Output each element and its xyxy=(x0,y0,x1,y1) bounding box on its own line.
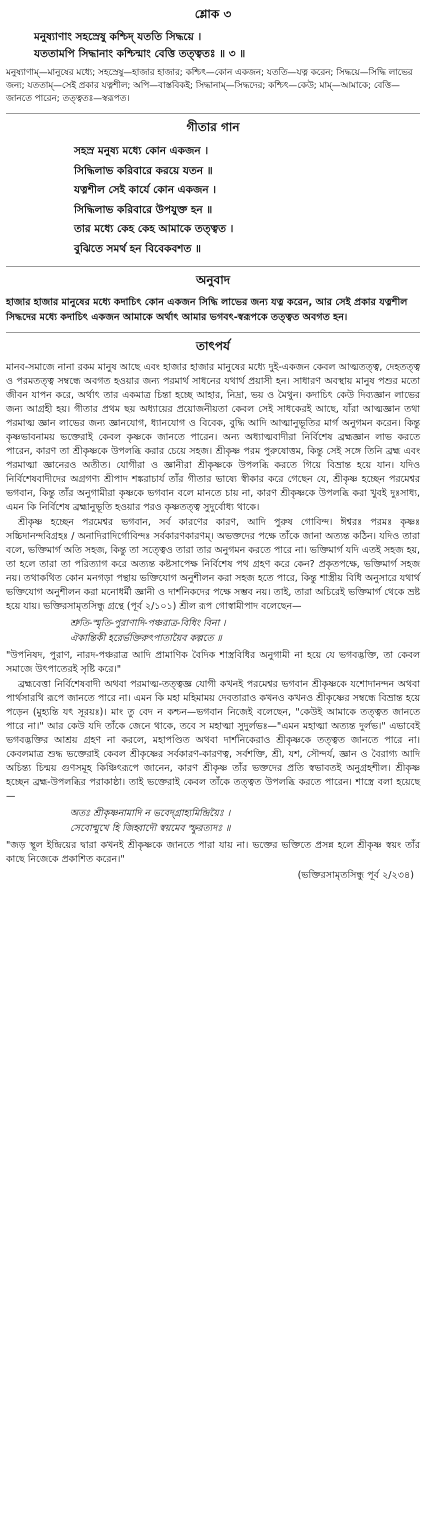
song-title: গীতার গান xyxy=(186,120,240,134)
translation-text: হাজার হাজার মানুষের মধ্যে কদাচিৎ কোন একজন সিদ্ধি লাভের জন্য যত্ন করেন, আর সেই প্রকার যত্নশীল সিদ্ধদের মধ্যে কদাচিৎ একজন আমাকে অর্থাৎ আমার ভগবৎ-স্বরূপকে তত্ত্বত অবগত হন। xyxy=(6,297,408,323)
song-line: সিদ্ধিলাভ করিবারে করয়ে যতন ॥ xyxy=(74,164,213,177)
quote-translation: "উপনিষদ, পুরাণ, নারদ-পঞ্চরাত্র আদি প্রামাণিক বৈদিক শাস্ত্রবিধির অনুগামী না হয়ে যে ভগবদ্ভক্তি, তা কেবল সমাজে উৎপাতেরই সৃষ্টি করে।" xyxy=(6,650,420,675)
sanskrit-quote xyxy=(6,807,420,836)
verse-number: শ্লোক ৩ xyxy=(194,7,232,21)
song-line: বুঝিতে সমর্থ হন বিবেকবশত ॥ xyxy=(74,242,201,255)
divider xyxy=(6,113,420,114)
quote-line: শ্রুতি-স্মৃতি-পুরাণাদি-পঞ্চরাত্র-বিধিং বিনা । xyxy=(70,618,226,629)
synonyms: মনুষ্যাণাম্—মানুষের মধ্যে; সহস্রেষু—হাজার হাজার; কশ্চিৎ—কোন একজন; যততি—যত্ন করেন; সিদ্ধয়ে—সিদ্ধি লাভের জন্য; যততাম্—সেই প্রকার যত্নশীল; অপি—বাস্তবিকই; সিদ্ধানাম্—সিদ্ধদের; কশ্চিৎ—কেউ; মাম্—আমাকে; বেত্তি—জানতে পারেন; তত্ত্বতঃ—স্বরূপত। xyxy=(6,68,413,104)
song-line: সিদ্ধিলাভ করিবারে উপযুক্ত হন ॥ xyxy=(74,203,213,216)
song-line: তার মধ্যে কেহ কেহ আমাকে তত্ত্বত । xyxy=(74,223,234,235)
purport-paragraph: শ্রীকৃষ্ণ হচ্ছেন পরমেশ্বর ভগবান, সর্ব কারণের কারণ, আদি পুরুষ গোবিন্দ। ঈশ্বরঃ পরমঃ কৃষ্ণঃ সচ্চিদানন্দবিগ্রহঃ / অনাদিরাদির্গোবিন্দঃ সর্বকারণকারণম্। অভক্তদের পক্ষে তাঁকে জানা অত্যন্ত কঠিন। যদিও তারা বলে, ভক্তিমার্গ অতি সহজ, কিন্তু তা সত্ত্বেও তারা তার অনুগমন করতে পারে না। ভক্তিমার্গ যদি এতই সহজ হয়, তা হলে তারা তা পরিত্যাগ করে অত্যন্ত কষ্টসাপেক্ষ নির্বিশেষ পথ গ্রহণ করে কেন? প্রকৃতপক্ষে, ভক্তিমার্গ সহজ নয়। তথাকথিত কোন মনগড়া পন্থায় ভক্তিযোগ অনুশীলন করা সহজ হতে পারে, কিন্তু শাস্ত্রীয় বিধি অনুসারে যথার্থ ভক্তিযোগ অনুশীলন করা মনোধর্মী জ্ঞানী ও দার্শনিকদের পক্ষে সম্ভব নয়। তাই, তারা অচিরেই ভক্তিমার্গ থেকে ভ্রষ্ট হয়ে যায়। ভক্তিরসামৃতসিন্ধু গ্রন্থে (পূর্ব ২/১০১) শ্রীল রূপ গোস্বামীপাদ বলেছেন— xyxy=(6,517,420,612)
purport-paragraph: ব্রহ্মবেত্তা নির্বিশেষবাদী অথবা পরমাত্ম-তত্ত্বজ্ঞ যোগী কখনই পরমেশ্বর ভগবান শ্রীকৃষ্ণকে যশোদানন্দন অথবা পার্থসারথি রূপে জানতে পারে না। এমন কি মহা মহিমাময় দেবতারাও কখনও কখনও শ্রীকৃষ্ণের সম্বন্ধে বিভ্রান্ত হয়ে পড়েন (মুহ্যন্তি যৎ সূরয়ঃ)। মাং তু বেদ ন কশ্চন—ভগবান নিজেই বলেছেন, "কেউই আমাকে তত্ত্বত জানতে পারে না।" আর কেউ যদি তাঁকে জেনে থাকে, তবে স মহাত্মা সুদুর্লভঃ—"এমন মহাত্মা অত্যন্ত দুর্লভ।" এভাবেই ভগবদ্ভক্তির আশ্রয় গ্রহণ না করলে, মহাপণ্ডিত অথবা দার্শনিকেরাও শ্রীকৃষ্ণকে তত্ত্বত জানতে পারে না। কেবলমাত্র শুদ্ধ ভক্তেরাই কেবল শ্রীকৃষ্ণের সর্বকারণ-কারণত্ব, সর্বশক্তি, শ্রী, যশ, সৌন্দর্য, জ্ঞান ও বৈরাগ্য আদি অচিন্ত্য চিন্ময় গুণসমূহ কিঞ্চিৎরূপে জানেন, কারণ শ্রীকৃষ্ণ তাঁর ভক্তদের প্রতি স্বভাবতই অনুগ্রহশীল। শ্রীকৃষ্ণ হচ্ছেন ব্রহ্ম-উপলব্ধির পরাকাষ্ঠা। তাই ভক্তেরাই কেবল তাঁকে তত্ত্বত উপলব্ধি করতে পারেন। শাস্ত্রে বলা হয়েছে— xyxy=(6,679,420,802)
quote-line: অতঃ শ্রীকৃষ্ণনামাদি ন ভবেদ্গ্রাহ্যমিন্দ্রিয়ৈঃ । xyxy=(70,808,231,819)
song-verses xyxy=(6,142,420,259)
divider xyxy=(6,266,420,267)
quote-line: ঐকান্তিকী হরের্ভক্তিরুৎপাতায়ৈব কল্পতে ॥ xyxy=(70,632,222,644)
divider xyxy=(6,332,420,333)
verse-text xyxy=(6,29,420,63)
purport xyxy=(6,361,420,884)
verse-line: যততামপি সিদ্ধানাং কশ্চিন্মাং বেত্তি তত্ত্বতঃ ॥ ৩ ॥ xyxy=(34,48,246,60)
song-line: যত্নশীল সেই কার্যে কোন একজন । xyxy=(74,184,217,196)
quote-translation: "জড় স্থূল ইন্দ্রিয়ের দ্বারা কখনই শ্রীকৃষ্ণকে জানতে পারা যায় না। ভক্তের ভক্তিতে প্রসন্ন হলে শ্রীকৃষ্ণ স্বয়ং তাঁর কাছে নিজেকে প্রকাশিত করেন।" xyxy=(6,840,420,865)
purport-paragraph: মানব-সমাজে নানা রকম মানুষ আছে এবং হাজার হাজার মানুষের মধ্যে দুই-একজন কেবল আত্মতত্ত্ব, দেহতত্ত্ব ও পরমতত্ত্ব সম্বন্ধে অবগত হওয়ার জন্য পরমার্থ সাধনের যথার্থ প্রয়াসী হন। সাধারণ অবস্থায় মানুষ পশুর মতো জীবন যাপন করে, অর্থাৎ তার একমাত্র চিন্তা হচ্ছে আহার, নিদ্রা, ভয় ও মৈথুন। কদাচিৎ কেউ দিব্যজ্ঞান লাভের জন্য আগ্রহী হয়। গীতার প্রথম ছয় অধ্যায়ের প্রয়োজনীয়তা কেবল সেই সাধকেরই আছে, যাঁরা আত্মজ্ঞান তথা পরমাত্ম জ্ঞান লাভের জন্য জ্ঞানযোগ, ধ্যানযোগ ও বিবেক, বুদ্ধি আদি আত্মানুভূতির মার্গ অনুগমন করেন। কিন্তু কৃষ্ণভাবনাময় ভক্তেরাই কেবল কৃষ্ণকে জানতে পারেন। অন্য অধ্যাত্মবাদীরা নির্বিশেষ ব্রহ্মজ্ঞান লাভ করতে পারেন, কারণ তা শ্রীকৃষ্ণকে উপলব্ধি করার চেয়ে সহজ। শ্রীকৃষ্ণ পরম পুরুষোত্তম, কিন্তু সেই সঙ্গে তিনি ব্রহ্ম এবং পরমাত্মা জ্ঞানেরও অতীত। যোগীরা ও জ্ঞানীরা শ্রীকৃষ্ণকে উপলব্ধি করতে গিয়ে বিভ্রান্ত হয়ে যান। যদিও নির্বিশেষবাদীদের অগ্রগণ্য শ্রীপাদ শঙ্করাচার্য তাঁর গীতার ভাষ্যে স্বীকার করে গেছেন যে, শ্রীকৃষ্ণ হচ্ছেন পরমেশ্বর ভগবান, কিন্তু তাঁর অনুগামীরা কৃষ্ণকে ভগবান বলে মানতে চায় না, কারণ শ্রীকৃষ্ণকে উপলব্ধি করা খুবই দুঃসাধ্য, এমন কি নির্বিশেষ ব্রহ্মানুভূতি হওয়ার পরও কৃষ্ণতত্ত্ব সুদুর্বোধ্য থাকে। xyxy=(6,362,420,513)
sanskrit-quote xyxy=(6,617,420,646)
purport-title: তাৎপর্য xyxy=(196,339,230,353)
verse-line: মনুষ্যাণাং সহস্রেষু কশ্চিদ্ যততি সিদ্ধয়ে । xyxy=(34,31,202,43)
translation-title: অনুবাদ xyxy=(195,273,231,287)
song-line: সহস্র মনুষ্য মধ্যে কোন একজন । xyxy=(74,145,209,157)
quote-reference: (ভক্তিরসামৃতসিন্ধু পূর্ব ২/২৩৪) xyxy=(297,870,414,881)
quote-line: সেবোন্মুখে হি জিহ্বাদৌ স্বয়মেব স্ফুরত্যদঃ ॥ xyxy=(70,822,231,834)
